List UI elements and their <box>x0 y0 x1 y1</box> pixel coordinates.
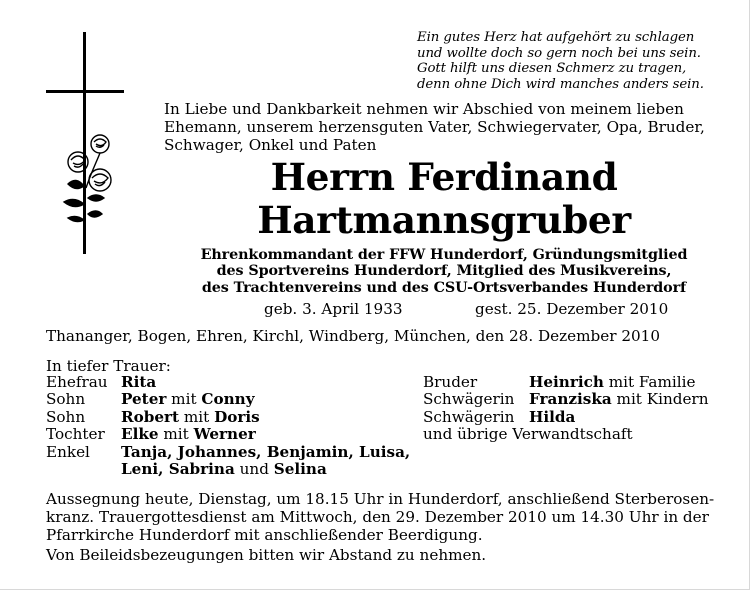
mourner-row <box>46 461 410 478</box>
mourner-row <box>423 409 708 426</box>
service-details <box>46 490 716 544</box>
mourner-row <box>46 426 410 443</box>
death-date: gest. 25. Dezember 2010 <box>475 300 669 318</box>
closing-line: kranz. Trauergottesdienst am Mittwoch, den 29. Dezember 2010 um 14.30 Uhr in der <box>46 508 709 526</box>
poem <box>417 30 717 93</box>
mourner-partner: Werner <box>193 425 256 444</box>
mourner-row <box>423 426 708 443</box>
mourner-row <box>46 409 410 426</box>
mourner-row <box>423 391 708 408</box>
mourner-conj: und <box>234 460 274 479</box>
mourner-relation: Schwägerin <box>423 390 515 409</box>
mourner-name: Robert <box>121 407 180 426</box>
honorary-titles <box>164 247 724 296</box>
mourner-relation <box>46 461 121 478</box>
intro-line: Ehemann, unserem herzensguten Vater, Schwiegervater, Opa, Bruder, <box>164 118 705 136</box>
mourner-partner: Conny <box>201 390 255 409</box>
intro-text <box>164 100 724 154</box>
deceased-name-last: Hartmannsgruber <box>257 198 631 242</box>
cross-arm <box>46 90 124 93</box>
mourner-relation: Ehefrau <box>46 373 108 391</box>
mourner-name: Leni, Sabrina <box>121 460 235 479</box>
title-line: des Sportvereins Hunderdorf, Mitglied des Musikvereins, <box>216 263 672 280</box>
mourner-conj: mit Kindern <box>611 390 709 409</box>
closing-line: Aussegnung heute, Dienstag, um 18.15 Uhr in Hunderdorf, anschließend Sterberosen- <box>46 490 715 508</box>
mourner-name: Hilda <box>529 407 576 426</box>
mourner-name: Rita <box>121 373 157 391</box>
roses-icon <box>58 128 118 238</box>
mourners-right <box>423 374 708 444</box>
mourner-relation: Sohn <box>46 407 86 426</box>
mourner-conj: mit <box>158 425 194 444</box>
mourners-left <box>46 374 410 478</box>
mourner-relation: Sohn <box>46 390 86 409</box>
mourner-name: Tanja, Johannes, Benjamin, Luisa, <box>121 442 411 461</box>
poem-line: denn ohne Dich wird manches anders sein. <box>417 77 704 93</box>
mourner-relation: und übrige Verwandtschaft <box>423 425 633 444</box>
mourning-heading: In tiefer Trauer: <box>46 357 171 375</box>
mourner-relation: Bruder <box>423 373 478 391</box>
birth-date: geb. 3. April 1933 <box>264 300 403 318</box>
mourner-relation: Schwägerin <box>423 407 515 426</box>
mourner-row <box>46 391 410 408</box>
mourner-partner: Doris <box>214 407 260 426</box>
mourner-name: Franziska <box>529 390 612 409</box>
mourner-conj: mit Familie <box>603 373 696 391</box>
place-date-line: Thananger, Bogen, Ehren, Kirchl, Windberg, München, den 28. Dezember 2010 <box>46 327 660 345</box>
poem-line: und wollte doch so gern noch bei uns sein. <box>417 45 701 61</box>
poem-line: Gott hilft uns diesen Schmerz zu tragen, <box>417 61 687 77</box>
mourner-conj: mit <box>179 407 215 426</box>
mourner-row <box>46 374 410 391</box>
mourner-relation: Tochter <box>46 425 105 444</box>
poem-line: Ein gutes Herz hat aufgehört zu schlagen <box>417 30 695 45</box>
condolences-note: Von Beileidsbezeugungen bitten wir Abstand zu nehmen. <box>46 546 487 564</box>
mourner-row <box>46 444 410 461</box>
mourner-name: Heinrich <box>529 373 604 391</box>
mourner-name: Peter <box>121 390 167 409</box>
title-line: Ehrenkommandant der FFW Hunderdorf, Gründungsmitglied <box>200 247 688 263</box>
mourner-partner: Selina <box>273 460 327 479</box>
mourner-relation: Enkel <box>46 442 90 461</box>
intro-line: Schwager, Onkel und Paten <box>164 136 377 154</box>
mourner-name: Elke <box>121 425 159 444</box>
deceased-name-first: Herrn Ferdinand <box>270 155 618 199</box>
title-line: des Trachtenvereins und des CSU-Ortsverbandes Hunderdorf <box>201 279 687 296</box>
mourner-row <box>423 374 708 391</box>
closing-line: Pfarrkirche Hunderdorf mit anschließender Beerdigung. <box>46 526 483 544</box>
mourner-conj: mit <box>166 390 202 409</box>
intro-line: In Liebe und Dankbarkeit nehmen wir Abschied von meinem lieben <box>164 100 684 118</box>
